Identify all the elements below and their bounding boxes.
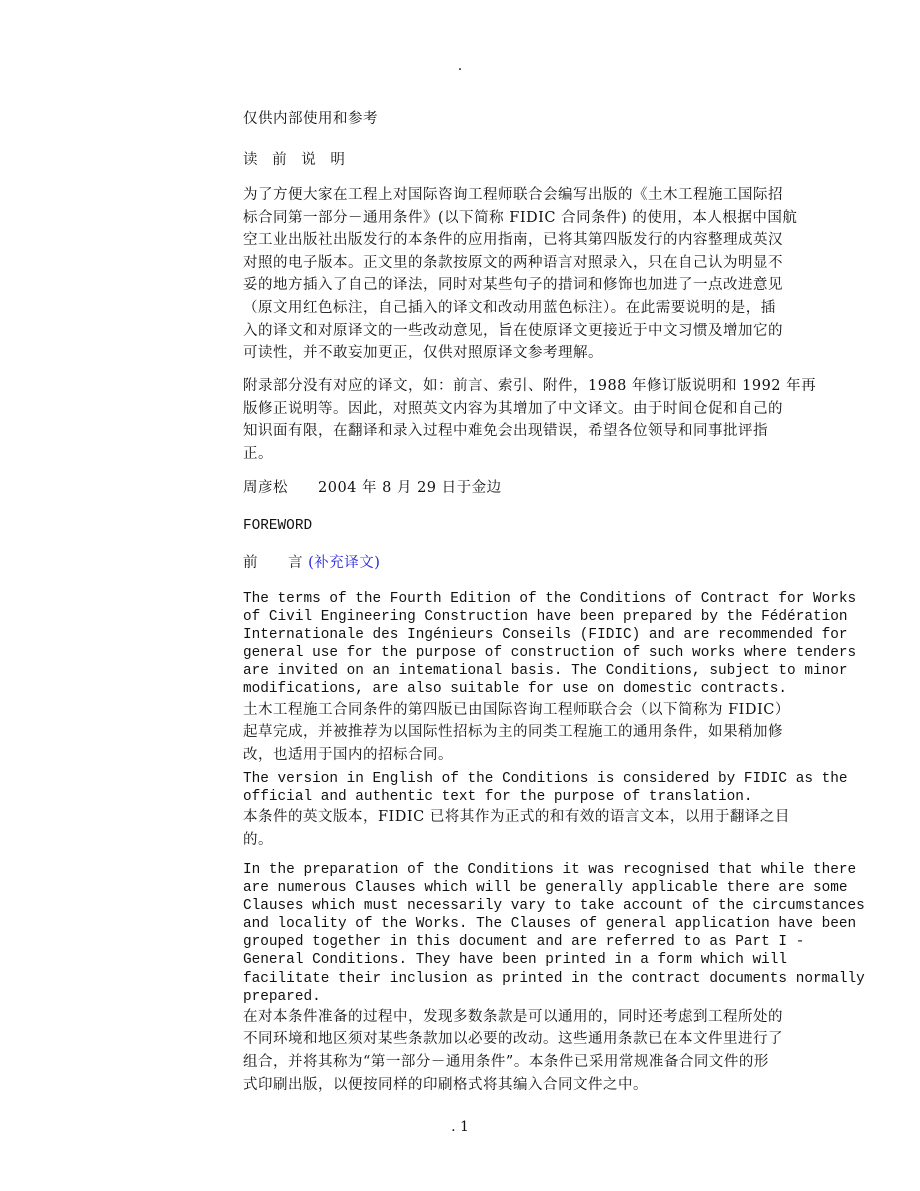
text-line: of Civil Engineering Construction have been prepared by the Fédération (243, 609, 848, 626)
section-2-english (243, 770, 893, 806)
text-line: are numerous Clauses which will be generally applicable there are some (243, 880, 848, 897)
section-1-chinese (243, 699, 893, 767)
text-line: The version in English of the Conditions is considered by FIDIC as the (243, 771, 848, 787)
text-line: facilitate their inclusion as printed in the contract documents normally (243, 970, 865, 987)
text-line: 附录部分没有对应的译文，如：前言、索引、附件，1988 年修订版说明和 1992 年再 (243, 378, 817, 394)
text-line: 空工业出版社出版发行的本条件的应用指南，已将其第四版发行的内容整理成英汉 (243, 232, 783, 249)
text-line: 在对本条件准备的过程中，发现多数条款是可以通用的，同时还考虑到工程所处的 (243, 1008, 783, 1025)
signature-date: 2004 年 8 月 29 日于金边 (318, 480, 502, 496)
foreword-section-2 (243, 770, 893, 851)
section-1-english (243, 590, 893, 699)
text-line: 版修正说明等。因此，对照英文内容为其增加了中文译文。由于时间仓促和自己的 (243, 400, 783, 417)
text-line: 不同环境和地区须对某些条款加以必要的改动。这些通用条款已在本文件里进行了 (243, 1031, 783, 1048)
text-line: In the preparation of the Conditions it was recognised that while there (243, 862, 857, 878)
text-line: 组合，并将其称为“第一部分－通用条件”。本条件已采用常规准备合同文件的形 (243, 1053, 769, 1070)
signature (243, 477, 893, 500)
foreword-section-1 (243, 590, 893, 766)
text-line: prepared. (243, 988, 321, 1005)
text-line: Internationale des Ingénieurs Conseils (FIDIC) and are recommended for (243, 627, 848, 644)
foreword-heading-en: FOREWORD (243, 518, 313, 534)
text-line: 正。 (243, 445, 273, 462)
text-line: 标合同第一部分－通用条件》(以下简称 FIDIC 合同条件) 的使用，本人根据中国航 (243, 209, 798, 226)
text-line: modifications, are also suitable for use on domestic contracts. (243, 681, 788, 698)
preface-title: 读 前 说 明 (243, 152, 350, 168)
supplementary-translation-note: (补充译文) (308, 555, 381, 571)
text-line: and locality of the Works. The Clauses of general application have been (243, 916, 857, 933)
section-3-english (243, 861, 893, 1006)
internal-use-note: 仅供内部使用和参考 (243, 111, 378, 127)
text-line: 知识面有限，在翻译和录入过程中难免会出现错误，希望各位领导和同事批评指 (243, 423, 768, 440)
text-line: Clauses which must necessarily vary to take account of the circumstances (243, 898, 865, 915)
header-mark: . (457, 58, 463, 74)
text-line: 对照的电子版本。正文里的条款按原文的两种语言对照录入，只在自己认为明显不 (243, 254, 783, 271)
text-line: General Conditions. They have been printed in a form which will (243, 952, 788, 969)
text-line: 式印刷出版，以便按同样的印刷格式将其编入合同文件之中。 (243, 1076, 648, 1093)
text-line: 入的译文和对原译文的一些改动意见，旨在使原译文更接近于中文习惯及增加它的 (243, 322, 783, 339)
text-line: official and authentic text for the purpose of translation. (243, 789, 753, 806)
page-number: . 1 (451, 1119, 469, 1135)
text-line: The terms of the Fourth Edition of the Conditions of Contract for Works (243, 591, 857, 607)
section-2-chinese (243, 806, 893, 851)
text-line: 的。 (243, 831, 273, 848)
text-line: 起草完成，并被推荐为以国际性招标为主的同类工程施工的通用条件，如果稍加修 (243, 724, 783, 741)
section-3-chinese (243, 1006, 893, 1096)
text-line: 为了方便大家在工程上对国际咨询工程师联合会编写出版的《土木工程施工国际招 (243, 187, 783, 203)
preface-paragraph-2 (243, 375, 893, 465)
text-line: 妥的地方插入了自己的译法，同时对某些句子的措词和修饰也加进了一点改进意见 (243, 277, 783, 294)
foreword-section-3 (243, 861, 893, 1096)
text-line: 本条件的英文版本，FIDIC 已将其作为正式的和有效的语言文本，以用于翻译之目 (243, 809, 790, 826)
text-line: are invited on an intemational basis. The Conditions, subject to minor (243, 663, 848, 680)
text-line: 可读性，并不敢妄加更正，仅供对照原译文参考理解。 (243, 345, 603, 362)
foreword-heading-cn (243, 552, 893, 575)
preface-paragraph-1 (243, 184, 893, 365)
signature-name: 周彦松 (243, 480, 288, 496)
text-line: grouped together in this document and are referred to as Part I - (243, 934, 805, 951)
text-line: 改，也适用于国内的招标合同。 (243, 746, 453, 763)
foreword-title: 前 言 (243, 555, 303, 571)
text-line: （原文用红色标注，自己插入的译文和改动用蓝色标注）。在此需要说明的是，插 (243, 299, 776, 316)
text-line: general use for the purpose of construction of such works where tenders (243, 645, 857, 662)
text-line: 土木工程施工合同条件的第四版已由国际咨询工程师联合会（以下简称为 FIDIC） (243, 701, 790, 718)
